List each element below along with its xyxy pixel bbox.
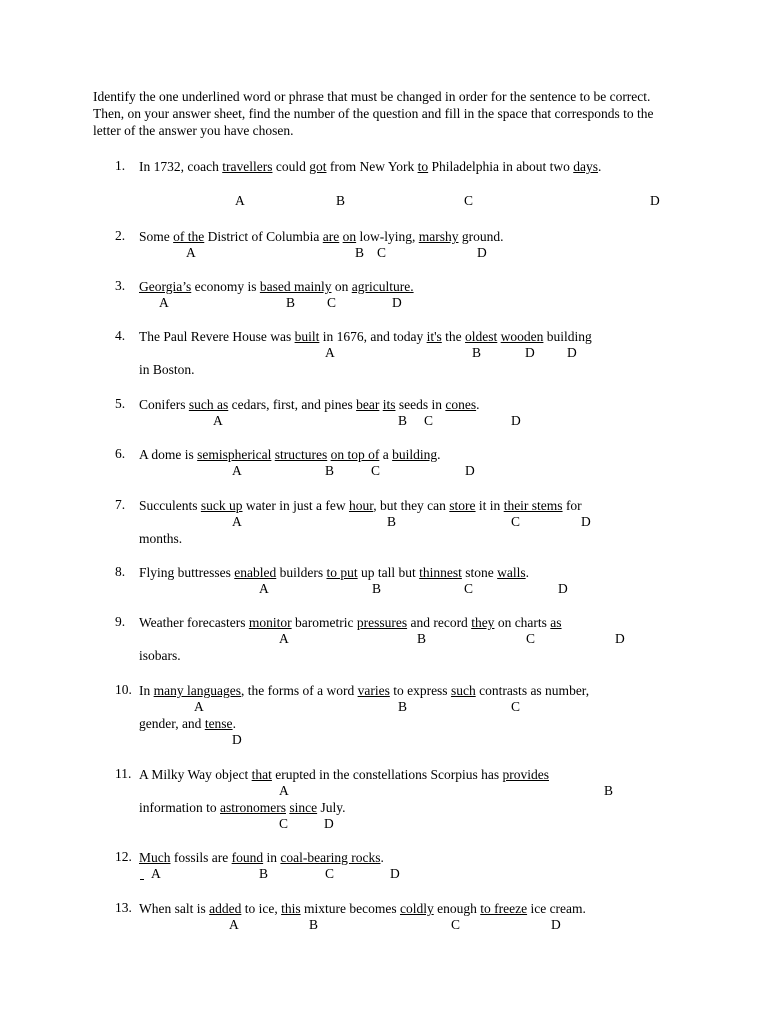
question-text-continued — [139, 647, 181, 664]
answer-letter-b: B — [259, 866, 269, 881]
question-text-continued — [139, 530, 182, 547]
question-text — [139, 849, 384, 866]
sentence-text: low-lying, — [356, 229, 419, 244]
question-item — [115, 497, 715, 557]
answer-letter-d: D — [650, 193, 660, 208]
question-item — [115, 614, 715, 674]
question-text-continued — [139, 361, 195, 378]
underlined-option: oldest — [465, 329, 498, 344]
sentence-text: enough — [433, 901, 481, 916]
answer-letter-b: B — [309, 917, 319, 932]
underlined-option: monitor — [248, 615, 292, 630]
underlined-option: suck up — [200, 498, 243, 513]
answer-letter-a: A — [325, 345, 335, 360]
answer-letter-b: B — [372, 581, 382, 596]
underlined-option: of the — [173, 229, 205, 244]
sentence-text: . — [525, 565, 530, 580]
answer-letter-a: A — [186, 245, 196, 260]
answer-letter-d: D — [324, 816, 334, 831]
answer-letter-b: B — [355, 245, 365, 260]
underlined-option: such as — [188, 397, 229, 412]
question-item — [115, 766, 715, 831]
answer-letter-d: D — [465, 463, 475, 478]
sentence-text: A dome is — [139, 447, 198, 462]
sentence-text: . — [380, 850, 384, 865]
underlined-option: coldly — [399, 901, 434, 916]
question-number: 12. — [115, 849, 132, 864]
sentence-text: to ice, — [241, 901, 282, 916]
sentence-text: building — [543, 329, 592, 344]
answer-letter-a: A — [232, 463, 242, 478]
sentence-text: it in — [475, 498, 504, 513]
underlined-option: are — [322, 229, 340, 244]
underlined-option: marshy — [418, 229, 459, 244]
question-number: 11. — [115, 766, 132, 781]
question-number: 9. — [115, 614, 126, 629]
underlined-option: varies — [357, 683, 390, 698]
underlined-option: enabled — [234, 565, 277, 580]
sentence-text: A Milky Way object — [139, 767, 252, 782]
answer-letter-c: C — [451, 917, 461, 932]
underlined-option: Much — [139, 850, 171, 865]
underlined-option: Georgia’s — [139, 279, 192, 294]
sentence-text: in Boston. — [139, 362, 195, 377]
sentence-text: on — [331, 279, 352, 294]
underlined-option: hour — [348, 498, 374, 513]
underlined-option: its — [382, 397, 396, 412]
sentence-text: The Paul Revere House was — [139, 329, 295, 344]
answer-letter-b: B — [325, 463, 335, 478]
question-number: 4. — [115, 328, 126, 343]
answer-letter-d: D — [551, 917, 561, 932]
answer-letter-b: B — [398, 413, 408, 428]
sentence-text: When salt is — [139, 901, 210, 916]
underlined-option: structures — [274, 447, 328, 462]
sentence-text: water in just a few — [242, 498, 349, 513]
answer-letter-d: D — [615, 631, 625, 646]
underlined-option: got — [309, 159, 327, 174]
underlined-option: that — [251, 767, 272, 782]
underlined-option: on — [342, 229, 357, 244]
sentence-text: . — [476, 397, 480, 412]
underlined-option: to — [417, 159, 429, 174]
question-number: 5. — [115, 396, 126, 411]
sentence-text: contrasts as number, — [475, 683, 590, 698]
question-text — [139, 564, 529, 581]
sentence-text: Succulents — [139, 498, 201, 513]
answer-letter-a: A — [194, 699, 204, 714]
sentence-text: Some — [139, 229, 174, 244]
question-number: 2. — [115, 228, 126, 243]
sentence-text: in — [263, 850, 281, 865]
sentence-text: Weather forecasters — [139, 615, 249, 630]
answer-letter-a: A — [259, 581, 269, 596]
underlined-option: based mainly — [259, 279, 332, 294]
answer-letter-b: B — [286, 295, 296, 310]
question-item — [115, 328, 715, 388]
answer-letter-c: C — [325, 866, 335, 881]
underlined-option: to put — [326, 565, 358, 580]
sentence-text: seeds in — [395, 397, 446, 412]
sentence-text: . — [232, 716, 236, 731]
question-item — [115, 900, 715, 960]
question-text — [139, 614, 562, 631]
answer-letter-a: A — [159, 295, 169, 310]
answer-letter-d: D — [477, 245, 487, 260]
answer-letter-c: C — [511, 699, 521, 714]
question-text — [139, 328, 592, 345]
sentence-text: In — [139, 683, 154, 698]
underlined-option: such — [450, 683, 476, 698]
sentence-text: for — [562, 498, 582, 513]
sentence-text: information to — [139, 800, 220, 815]
answer-letter-a: A — [229, 917, 239, 932]
sentence-text: and record — [407, 615, 472, 630]
question-text — [139, 446, 441, 463]
sentence-text: fossils are — [170, 850, 232, 865]
underlined-option: it's — [426, 329, 442, 344]
question-number: 6. — [115, 446, 126, 461]
sentence-text: economy is — [191, 279, 260, 294]
underlined-option: wooden — [500, 329, 544, 344]
question-text — [139, 278, 414, 295]
sentence-text: . — [597, 159, 602, 174]
answer-letter-b: B — [417, 631, 427, 646]
sentence-text: Flying buttresses — [139, 565, 235, 580]
stray-underscore-mark — [140, 879, 144, 880]
underlined-option: found — [231, 850, 264, 865]
answer-letter-a: A — [279, 783, 289, 798]
underlined-option: on top of — [330, 447, 380, 462]
underlined-option: built — [294, 329, 320, 344]
underlined-option: semispherical — [197, 447, 272, 462]
answer-letter-a: A — [279, 631, 289, 646]
answer-letter-d: D — [581, 514, 591, 529]
sentence-text: on charts — [494, 615, 551, 630]
answer-letter-d: D — [525, 345, 535, 360]
sentence-text: Philadelphia in about two — [428, 159, 574, 174]
underlined-option: walls — [497, 565, 526, 580]
question-number: 7. — [115, 497, 126, 512]
answer-letter-c: C — [464, 193, 474, 208]
sentence-text: builders — [276, 565, 327, 580]
question-text-continued — [139, 715, 236, 732]
underlined-option: agriculture. — [351, 279, 414, 294]
sentence-text: barometric — [291, 615, 357, 630]
question-text — [139, 158, 601, 175]
sentence-text: ground. — [458, 229, 504, 244]
question-number: 8. — [115, 564, 126, 579]
underlined-option: they — [471, 615, 495, 630]
answer-letter-d: D — [390, 866, 400, 881]
sentence-text: gender, and — [139, 716, 205, 731]
underlined-option: to freeze — [480, 901, 528, 916]
question-text-continued — [139, 799, 346, 816]
sentence-text: a — [379, 447, 393, 462]
answer-letter-c: C — [279, 816, 289, 831]
underlined-option: astronomers — [220, 800, 286, 815]
answer-letter-c: C — [526, 631, 536, 646]
answer-letter-c: C — [371, 463, 381, 478]
question-number: 1. — [115, 158, 126, 173]
underlined-option: days — [573, 159, 598, 174]
underlined-option: store — [449, 498, 476, 513]
answer-letter-a: A — [151, 866, 161, 881]
question-text — [139, 682, 589, 699]
sentence-text: , the forms of a word — [240, 683, 358, 698]
question-number: 13. — [115, 900, 132, 915]
answer-letter-d: D — [232, 732, 242, 747]
underlined-option: bear — [356, 397, 380, 412]
underlined-option: thinnest — [419, 565, 462, 580]
answer-letter-c: C — [511, 514, 521, 529]
sentence-text: up tall but — [357, 565, 420, 580]
underlined-option: travellers — [222, 159, 273, 174]
sentence-text: In 1732, coach — [139, 159, 223, 174]
sentence-text: the — [441, 329, 466, 344]
sentence-text: months. — [139, 531, 183, 546]
answer-letter-c: C — [377, 245, 387, 260]
question-text — [139, 766, 549, 783]
answer-letter-a: A — [235, 193, 245, 208]
question-number: 3. — [115, 278, 126, 293]
question-number: 10. — [115, 682, 132, 697]
underlined-option: as — [550, 615, 562, 630]
underlined-option: this — [281, 901, 301, 916]
question-text — [139, 228, 504, 245]
sentence-text: from New York — [326, 159, 418, 174]
underlined-option: cones — [445, 397, 477, 412]
underlined-option: many languages — [153, 683, 241, 698]
answer-letter-c: C — [424, 413, 434, 428]
answer-letter-d: D — [511, 413, 521, 428]
answer-letter-a: A — [232, 514, 242, 529]
instructions-text: Identify the one underlined word or phrase that must be changed in order for the sentence to be correct. Then, on your answer sheet, find the number of the question and fill in the space that corresponds to the letter of the answer you have chosen. — [93, 89, 654, 138]
sentence-text: , but they can — [373, 498, 450, 513]
answer-letter-c: C — [327, 295, 337, 310]
sentence-text: mixture becomes — [300, 901, 400, 916]
underlined-option: coal-bearing rocks — [280, 850, 381, 865]
question-text — [139, 497, 582, 514]
underlined-option: added — [209, 901, 242, 916]
answer-letter-d: D — [392, 295, 402, 310]
answer-letter-b: B — [387, 514, 397, 529]
underlined-option: building — [392, 447, 438, 462]
question-text — [139, 900, 586, 917]
answer-letter-c: C — [464, 581, 474, 596]
sentence-text: erupted in the constellations Scorpius has — [271, 767, 503, 782]
sentence-text: could — [272, 159, 310, 174]
answer-letter-b: B — [472, 345, 482, 360]
underlined-option: tense — [204, 716, 233, 731]
answer-letter-d: D — [558, 581, 568, 596]
question-item — [115, 158, 715, 218]
sentence-text: to express — [389, 683, 451, 698]
sentence-text: Conifers — [139, 397, 189, 412]
sentence-text: cedars, first, and pines — [228, 397, 357, 412]
underlined-option: their stems — [503, 498, 563, 513]
sentence-text: isobars. — [139, 648, 181, 663]
underlined-option: since — [289, 800, 318, 815]
answer-letter-a: A — [213, 413, 223, 428]
sentence-text: . — [437, 447, 441, 462]
sentence-text: in 1676, and today — [319, 329, 427, 344]
sentence-text: ice cream. — [527, 901, 586, 916]
question-item — [115, 682, 715, 747]
answer-letter-b: B — [336, 193, 346, 208]
answer-letter-b: B — [604, 783, 614, 798]
sentence-text: July. — [317, 800, 346, 815]
sentence-text: District of Columbia — [204, 229, 323, 244]
underlined-option: pressures — [356, 615, 408, 630]
answer-letter-b: B — [398, 699, 408, 714]
answer-letter-d: D — [567, 345, 577, 360]
sentence-text: stone — [461, 565, 498, 580]
underlined-option: provides — [502, 767, 549, 782]
question-text — [139, 396, 479, 413]
